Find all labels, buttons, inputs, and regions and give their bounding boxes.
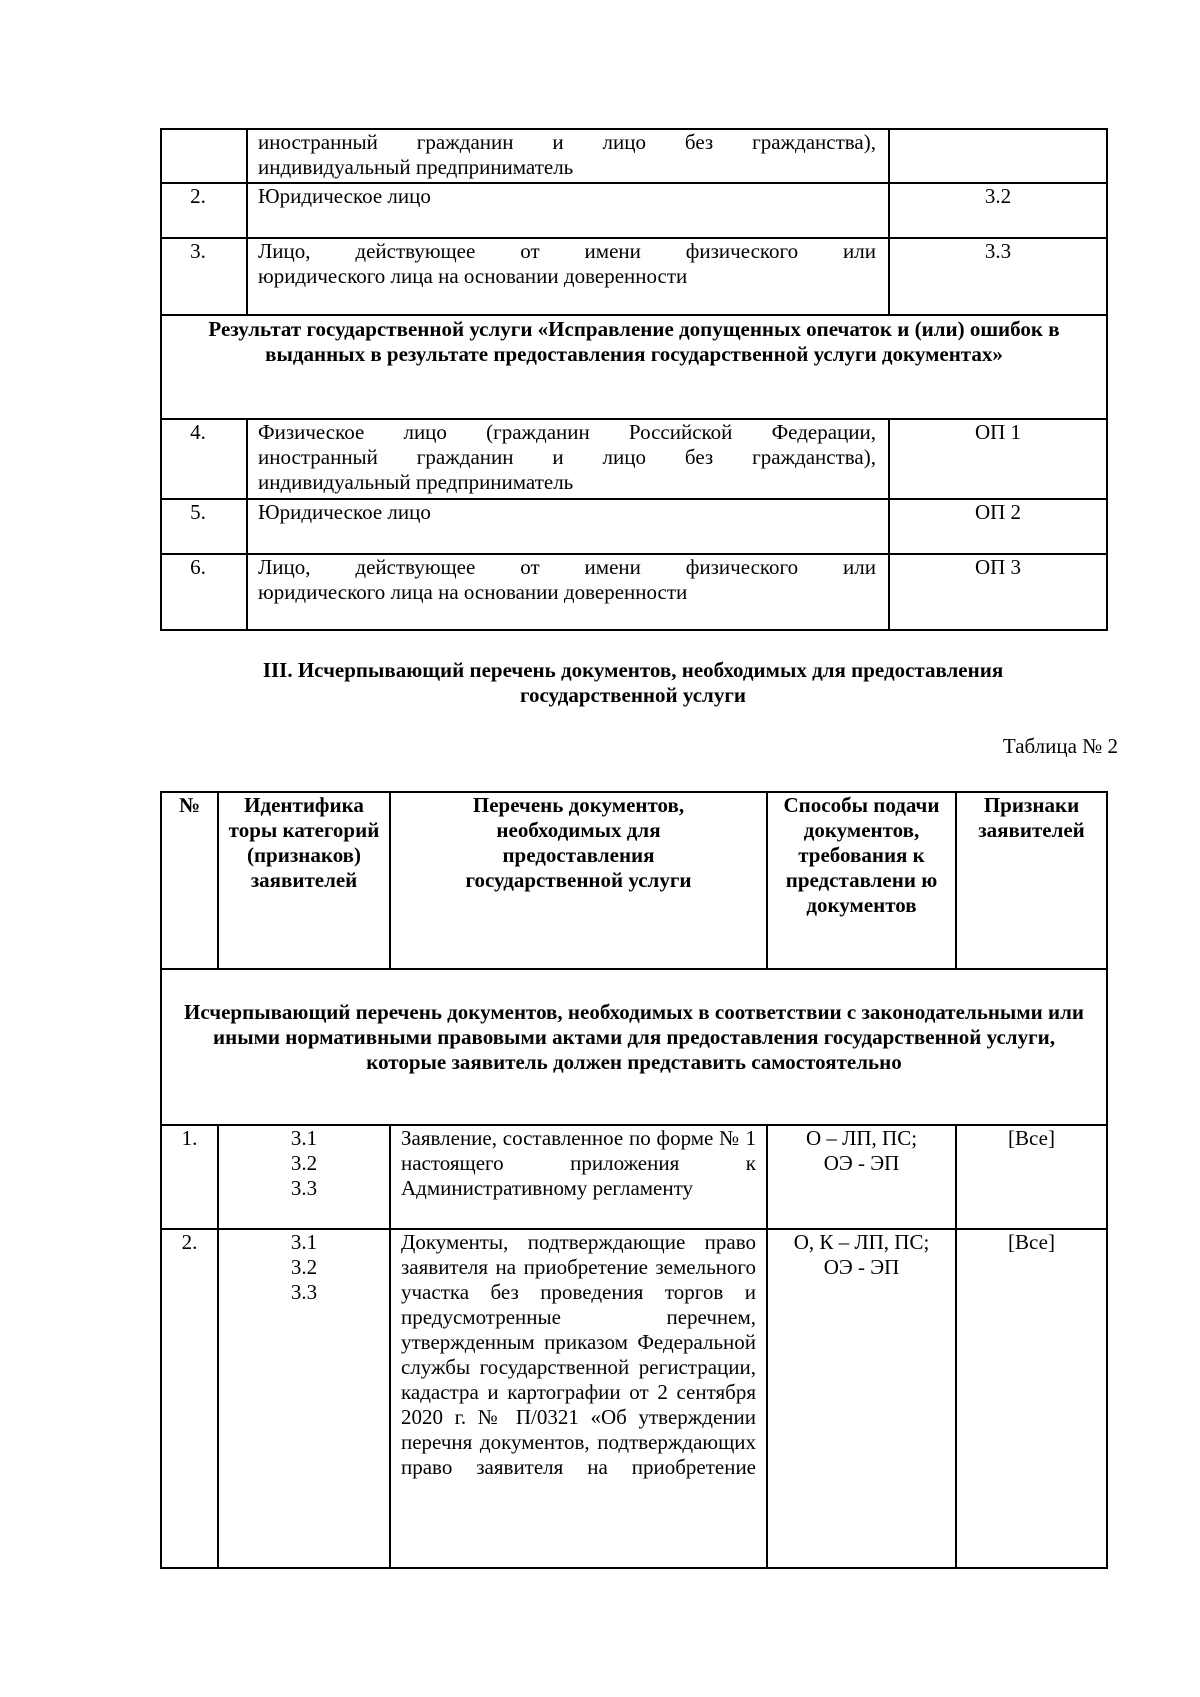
header-num: № — [161, 792, 218, 969]
applicant-description: иностранный гражданин и лицо без гражданства), индивидуальный предприниматель — [247, 129, 889, 183]
table-row — [161, 238, 1107, 315]
row-document: Документы, подтверждающие право заявителя на приобретение земельного участка без проведения торгов и предусмотренные перечнем, утвержденным приказом Федеральной службы государственной регистрации, кадастра и картографии от 2 сентября 2020 г. № П/0321 «Об утверждении перечня документов, подтверждающих право заявителя на приобретение — [390, 1229, 767, 1568]
table-row — [161, 499, 1107, 554]
result-header-row — [161, 315, 1107, 419]
row-number — [161, 129, 247, 183]
applicant-code — [889, 129, 1107, 183]
applicant-code: ОП 3 — [889, 554, 1107, 630]
row-number: 2. — [161, 1229, 218, 1568]
applicant-description: Физическое лицо (гражданин Российской Федерации, иностранный гражданин и лицо без гражданства), индивидуальный предприниматель — [247, 419, 889, 499]
header-attrs: Признаки заявителей — [956, 792, 1107, 969]
applicant-code: ОП 2 — [889, 499, 1107, 554]
applicant-description: Юридическое лицо — [247, 499, 889, 554]
row-number: 4. — [161, 419, 247, 499]
section-title: III. Исчерпывающий перечень документов, необходимых для предоставления государственной услуги — [262, 658, 1004, 707]
applicant-code: ОП 1 — [889, 419, 1107, 499]
table-row — [161, 1125, 1107, 1229]
applicant-code: 3.3 — [889, 238, 1107, 315]
table-row — [161, 1229, 1107, 1568]
header-docs: Перечень документов, необходимых для предоставления государственной услуги — [390, 792, 767, 969]
applicant-description: Лицо, действующее от имени физического или юридического лица на основании доверенности — [247, 554, 889, 630]
row-number: 6. — [161, 554, 247, 630]
table-row — [161, 183, 1107, 238]
table-row — [161, 129, 1107, 183]
row-number: 3. — [161, 238, 247, 315]
documents-table — [160, 791, 1108, 1569]
row-attribute: [Все] — [956, 1229, 1107, 1568]
row-number: 1. — [161, 1125, 218, 1229]
row-number: 2. — [161, 183, 247, 238]
table-row — [161, 554, 1107, 630]
result-header: Результат государственной услуги «Исправление допущенных опечаток и (или) ошибок в выданных в результате предоставления государственной услуги документах» — [161, 315, 1107, 419]
row-ids: 3.1 3.2 3.3 — [218, 1229, 390, 1568]
row-document: Заявление, составленное по форме № 1 настоящего приложения к Административному регламенту — [390, 1125, 767, 1229]
header-row — [161, 792, 1107, 969]
row-ids: 3.1 3.2 3.3 — [218, 1125, 390, 1229]
table-row — [161, 419, 1107, 499]
row-methods: О, К – ЛП, ПС; ОЭ - ЭП — [767, 1229, 956, 1568]
applicant-description: Юридическое лицо — [247, 183, 889, 238]
table-number-label: Таблица № 2 — [1002, 734, 1118, 758]
header-ids: Идентифика торы категорий (признаков) заявителей — [218, 792, 390, 969]
row-methods: О – ЛП, ПС; ОЭ - ЭП — [767, 1125, 956, 1229]
header-methods: Способы подачи документов, требования к представлени ю документов — [767, 792, 956, 969]
applicant-code: 3.2 — [889, 183, 1107, 238]
applicant-description: Лицо, действующее от имени физического или юридического лица на основании доверенности — [247, 238, 889, 315]
documents-subheader: Исчерпывающий перечень документов, необходимых в соответствии с законодательными или иными нормативными правовыми актами для предоставления государственной услуги, которые заявитель должен представить самостоятельно — [161, 969, 1107, 1125]
row-number: 5. — [161, 499, 247, 554]
row-attribute: [Все] — [956, 1125, 1107, 1229]
subheader-row — [161, 969, 1107, 1125]
applicants-table — [160, 128, 1108, 631]
